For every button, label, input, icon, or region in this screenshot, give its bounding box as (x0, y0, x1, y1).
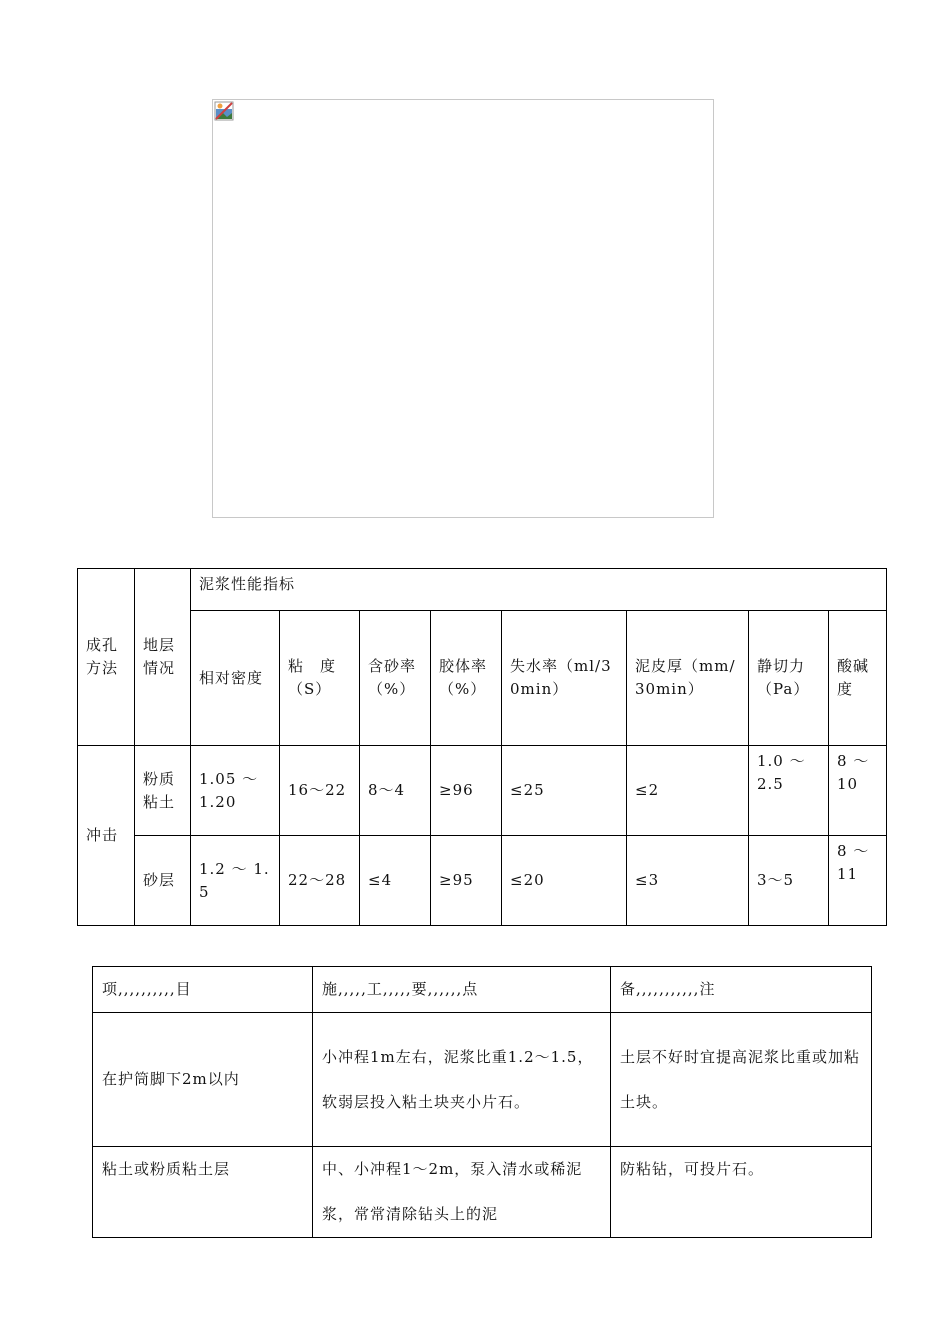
water-loss-cell: ≤25 (502, 746, 627, 836)
image-placeholder (212, 99, 714, 518)
subheader-shear: 静切力（Pa） (749, 611, 829, 746)
sand-cell: ≤4 (360, 836, 431, 926)
header-note: 备,,,,,,,,,,,注 (611, 967, 872, 1013)
subheader-sand: 含砂率（%） (360, 611, 431, 746)
water-loss-cell: ≤20 (502, 836, 627, 926)
density-cell: 1.2 ～ 1.5 (191, 836, 280, 926)
ph-cell: 8 ～ 11 (829, 836, 887, 926)
layer-cell: 粉质粘土 (135, 746, 191, 836)
note-cell: 防粘钻，可投片石。 (611, 1147, 872, 1238)
header-item: 项,,,,,,,,,,目 (93, 967, 313, 1013)
header-layer: 地层情况 (135, 569, 191, 746)
viscosity-cell: 16～22 (280, 746, 360, 836)
subheader-density: 相对密度 (191, 611, 280, 746)
sand-cell: 8～4 (360, 746, 431, 836)
mud-properties-table (77, 568, 887, 926)
table-row (93, 1013, 872, 1147)
item-cell: 粘土或粉质粘土层 (93, 1147, 313, 1238)
density-cell: 1.05 ～ 1.20 (191, 746, 280, 836)
subheader-viscosity: 粘 度（S） (280, 611, 360, 746)
item-cell: 在护筒脚下2m以内 (93, 1013, 313, 1147)
subheader-colloid: 胶体率（%） (431, 611, 502, 746)
table-row (78, 746, 887, 836)
shear-cell: 3～5 (749, 836, 829, 926)
table-header-row (93, 967, 872, 1013)
points-cell: 中、小冲程1～2m，泵入清水或稀泥浆，常常清除钻头上的泥 (313, 1147, 611, 1238)
shear-cell: 1.0 ～ 2.5 (749, 746, 829, 836)
points-cell: 小冲程1m左右，泥浆比重1.2～1.5，软弱层投入粘土块夹小片石。 (313, 1013, 611, 1147)
broken-image-icon (214, 101, 234, 121)
header-group: 泥浆性能指标 (191, 569, 887, 611)
table-row (78, 836, 887, 926)
method-cell: 冲击 (78, 746, 135, 926)
subheader-water-loss: 失水率（ml/30min） (502, 611, 627, 746)
header-method: 成孔方法 (78, 569, 135, 746)
mud-skin-cell: ≤3 (627, 836, 749, 926)
viscosity-cell: 22～28 (280, 836, 360, 926)
colloid-cell: ≥96 (431, 746, 502, 836)
subheader-ph: 酸碱度 (829, 611, 887, 746)
subheader-mud-skin: 泥皮厚（mm/30min） (627, 611, 749, 746)
layer-cell: 砂层 (135, 836, 191, 926)
mud-skin-cell: ≤2 (627, 746, 749, 836)
header-points: 施,,,,,工,,,,,要,,,,,,点 (313, 967, 611, 1013)
note-cell: 土层不好时宜提高泥浆比重或加粘土块。 (611, 1013, 872, 1147)
ph-cell: 8 ～ 10 (829, 746, 887, 836)
colloid-cell: ≥95 (431, 836, 502, 926)
construction-points-table (92, 966, 872, 1238)
table-row (93, 1147, 872, 1238)
